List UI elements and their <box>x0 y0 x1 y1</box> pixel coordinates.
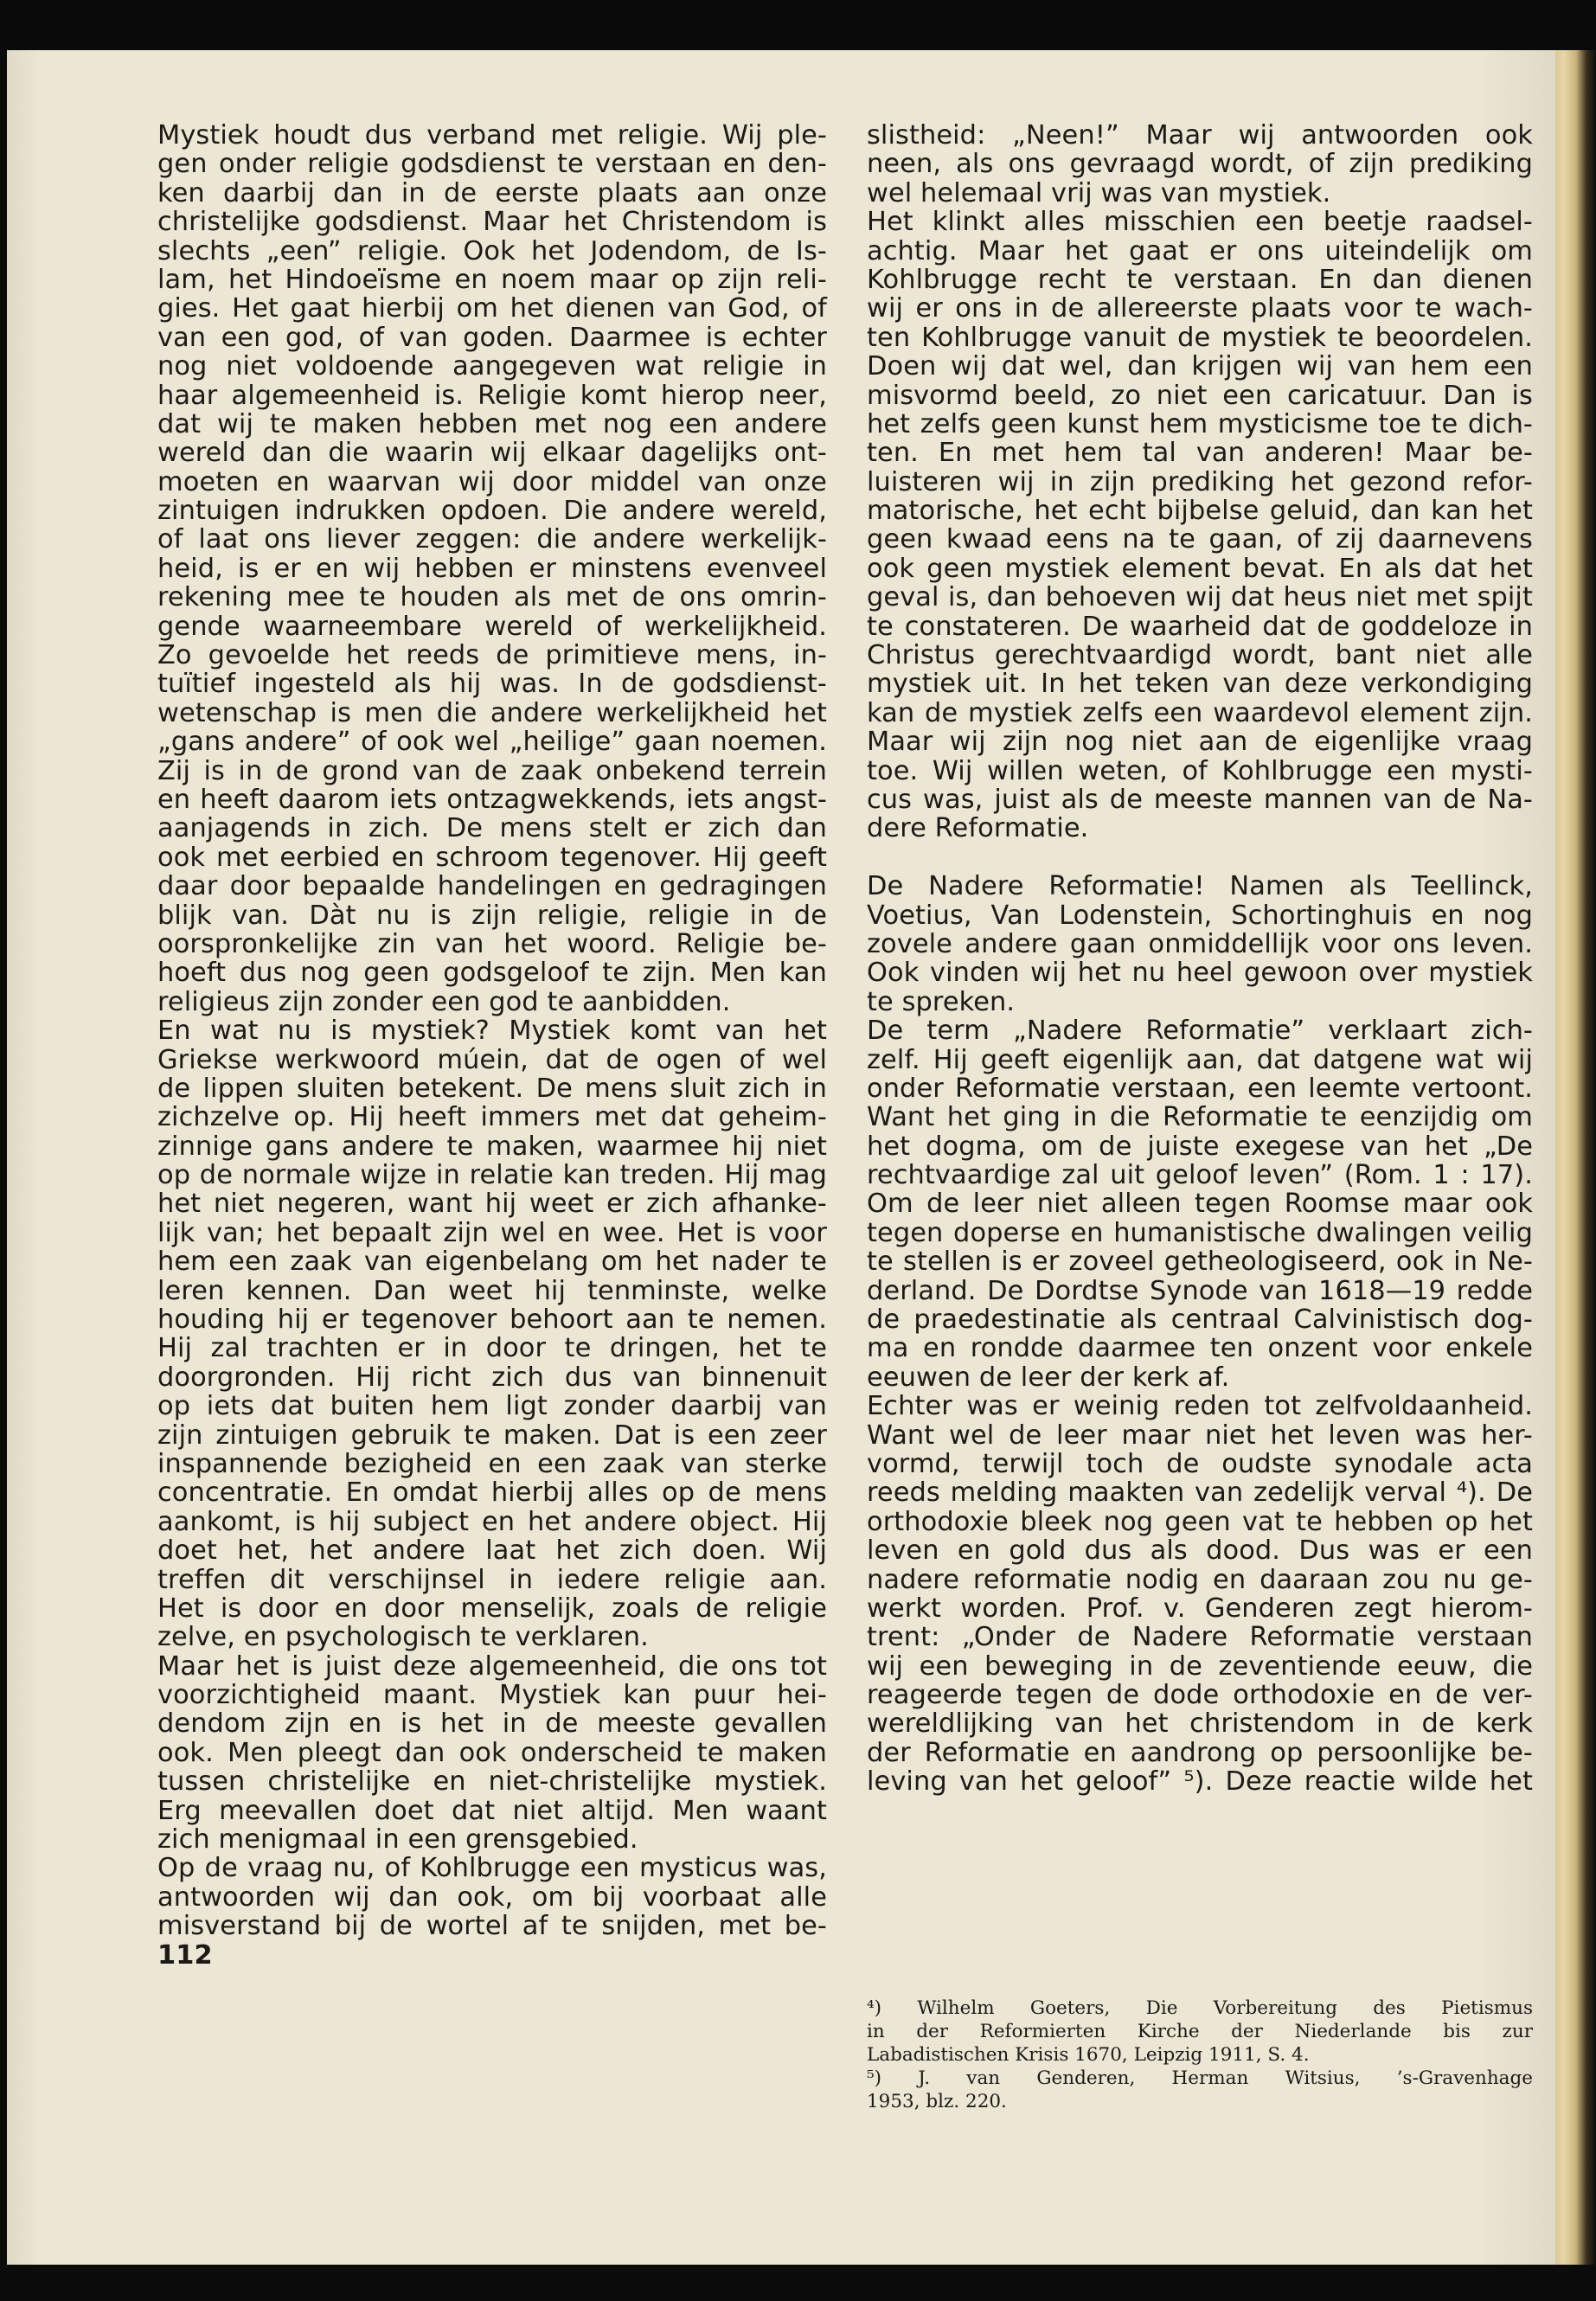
text-line: misverstand bij de wortel af te snijden, met be- <box>157 1911 827 1942</box>
text-line: het niet negeren, want hij weet er zich afhanke- <box>157 1189 827 1220</box>
text-line: neen, als ons gevraagd wordt, of zijn prediking <box>867 149 1533 180</box>
text-line: te constateren. De waarheid dat de goddeloze in <box>867 611 1533 642</box>
text-line: doet het, het andere laat het zich doen. Wij <box>157 1535 827 1567</box>
text-line: leving van het geloof” ⁵). Deze reactie wilde het <box>867 1766 1533 1798</box>
page-edge-shadow <box>1555 50 1596 2265</box>
text-line: En wat nu is mystiek? Mystiek komt van het <box>157 1016 827 1047</box>
text-line: wereldlijking van het christendom in de kerk <box>867 1708 1533 1740</box>
text-line: Maar het is juist deze algemeenheid, die ons tot <box>157 1650 827 1682</box>
text-line: Griekse werkwoord múein, dat de ogen of wel <box>157 1044 827 1075</box>
text-line: de praedestinatie als centraal Calvinistisch dog- <box>867 1304 1533 1336</box>
text-line: reageerde tegen de dode orthodoxie en de ver- <box>867 1680 1533 1711</box>
text-line <box>867 843 1533 872</box>
text-line: nadere reformatie nodig en daaraan zou nu ge- <box>867 1564 1533 1595</box>
text-line: der Reformatie en aandrong op persoonlijke be- <box>867 1737 1533 1768</box>
text-line: Het is door en door menselijk, zoals de religie <box>157 1593 827 1624</box>
text-line: Zij is in de grond van de zaak onbekend terrein <box>157 755 827 786</box>
text-line: Echter was er weinig reden tot zelfvoldaanheid. <box>867 1391 1533 1422</box>
text-line: cus was, juist als de meeste mannen van de Na- <box>867 784 1533 815</box>
text-line: Ook vinden wij het nu heel gewoon over mystiek <box>867 958 1533 989</box>
text-line: op de normale wijze in relatie kan treden. Hij mag <box>157 1160 827 1191</box>
text-line: gende waarneembare wereld of werkelijkheid. <box>157 611 827 642</box>
text-line: Christus gerechtvaardigd wordt, bant niet alle <box>867 640 1533 671</box>
text-line: van een god, of van goden. Daarmee is echter <box>157 322 827 353</box>
text-line: of laat ons liever zeggen: die andere werkelijk- <box>157 524 827 555</box>
text-line: tegen doperse en humanistische dwalingen veilig <box>867 1217 1533 1248</box>
scan-top-border <box>0 0 1596 50</box>
text-line: het zelfs geen kunst hem mysticisme toe te dich- <box>867 408 1533 439</box>
text-line: kan de mystiek zelfs een waardevol element zijn. <box>867 697 1533 728</box>
text-line: onder Reformatie verstaan, een leemte vertoont. <box>867 1073 1533 1104</box>
text-line: zintuigen indrukken opdoen. Die andere wereld, <box>157 496 827 527</box>
text-line: zovele andere gaan onmiddellijk voor ons leven. <box>867 928 1533 959</box>
text-line: vormd, terwijl toch de oudste synodale acta <box>867 1448 1533 1479</box>
text-line: zijn zintuigen gebruik te maken. Dat is een zeer <box>157 1420 827 1451</box>
text-line: aanjagends in zich. De mens stelt er zich dan <box>157 813 827 844</box>
text-line: blijk van. Dàt nu is zijn religie, religie in de <box>157 900 827 931</box>
text-line: zichzelve op. Hij heeft immers met dat geheim- <box>157 1102 827 1133</box>
text-line: te stellen is er zoveel getheologiseerd, ook in Ne- <box>867 1247 1533 1278</box>
text-line: ma en rondde daarmee ten onzent voor enkele <box>867 1333 1533 1364</box>
text-line: misvormd beeld, zo niet een caricatuur. Dan is <box>867 380 1533 411</box>
text-line: Het klinkt alles misschien een beetje raadsel- <box>867 207 1533 238</box>
text-line: wij een beweging in de zeventiende eeuw, die <box>867 1650 1533 1682</box>
text-line: toe. Wij willen weten, of Kohlbrugge een mysti- <box>867 755 1533 786</box>
text-line: wereld dan die waarin wij elkaar dagelijks ont- <box>157 438 827 469</box>
text-line: dere Reformatie. <box>867 813 1089 844</box>
left-column <box>157 121 827 1970</box>
text-line: gen onder religie godsdienst te verstaan en den- <box>157 149 827 180</box>
text-line: Voetius, Van Lodenstein, Schortinghuis en nog <box>867 900 1533 931</box>
footnote-line: ⁵) J. van Genderen, Herman Witsius, ’s-Gravenhage <box>867 2067 1533 2089</box>
text-line: Want wel de leer maar niet het leven was her- <box>867 1420 1533 1451</box>
text-line: lijk van; het bepaalt zijn wel en wee. Het is voor <box>157 1217 827 1248</box>
text-line: slechts „een” religie. Ook het Jodendom, de Is- <box>157 235 827 266</box>
text-line: wel helemaal vrij was van mystiek. <box>867 177 1331 208</box>
text-line: De Nadere Reformatie! Namen als Teellinck, <box>867 871 1533 902</box>
text-line: hem een zaak van eigenbelang om het nader te <box>157 1247 827 1278</box>
text-line: het dogma, om de juiste exegese van het „De <box>867 1131 1533 1162</box>
text-line: luisteren wij in zijn prediking het gezond refor- <box>867 466 1533 497</box>
text-line: aankomt, is hij subject en het andere object. Hij <box>157 1506 827 1537</box>
text-line: Hij zal trachten er in door te dringen, het te <box>157 1333 827 1364</box>
text-line: zinnige gans andere te maken, waarmee hij niet <box>157 1131 827 1162</box>
text-line: derland. De Dordtse Synode van 1618—19 redde <box>867 1275 1533 1306</box>
text-line: lam, het Hindoeïsme en noem maar op zijn reli- <box>157 264 827 295</box>
text-line: wij er ons in de allereerste plaats voor te wach- <box>867 293 1533 324</box>
footnote-line: in der Reformierten Kirche der Niederlande bis zur <box>867 2021 1533 2042</box>
text-line: zich menigmaal in een grensgebied. <box>157 1824 638 1856</box>
text-line: haar algemeenheid is. Religie komt hierop neer, <box>157 380 827 411</box>
text-line: doorgronden. Hij richt zich dus van binnenuit <box>157 1362 827 1393</box>
text-line: op iets dat buiten hem ligt zonder daarbij van <box>157 1391 827 1422</box>
text-line: ook geen mystiek element bevat. En als dat het <box>867 553 1533 584</box>
text-line: achtig. Maar het gaat er ons uiteindelijk om <box>867 235 1533 266</box>
text-line: tuïtief ingesteld als hij was. In de godsdienst- <box>157 669 827 700</box>
text-line: rechtvaardige zal uit geloof leven” (Rom. 1 : 17). <box>867 1160 1533 1191</box>
text-line: heid, is er en wij hebben er minstens evenveel <box>157 553 827 584</box>
text-line: treffen dit verschijnsel in iedere religie aan. <box>157 1564 827 1595</box>
text-line: mystiek uit. In het teken van deze verkondiging <box>867 669 1533 700</box>
page-number: 112 <box>157 1939 213 1971</box>
text-line: rekening mee te houden als met de ons omrin- <box>157 582 827 613</box>
text-line: reeds melding maakten van zedelijk verval ⁴). De <box>867 1477 1533 1509</box>
text-line: zelf. Hij geeft eigenlijk aan, dat datgene wat wij <box>867 1044 1533 1075</box>
text-line: Op de vraag nu, of Kohlbrugge een mysticus was, <box>157 1853 827 1884</box>
text-line: christelijke godsdienst. Maar het Christendom is <box>157 207 827 238</box>
text-line: en heeft daarom iets ontzagwekkends, iets angst- <box>157 784 827 815</box>
footnote-line: ⁴) Wilhelm Goeters, Die Vorbereitung des Pietismus <box>867 1997 1533 2019</box>
text-line: concentratie. En omdat hierbij alles op de mens <box>157 1477 827 1509</box>
footnote-line: Labadistischen Krisis 1670, Leipzig 1911, S. 4. <box>867 2044 1310 2066</box>
text-line: ten Kohlbrugge vanuit de mystiek te beoordelen. <box>867 322 1533 353</box>
text-line: hoeft dus nog geen godsgeloof te zijn. Men kan <box>157 958 827 989</box>
text-line: Zo gevoelde het reeds de primitieve mens, in- <box>157 640 827 671</box>
text-line: geen kwaad eens na te gaan, of zij daarnevens <box>867 524 1533 555</box>
text-line: werkt worden. Prof. v. Genderen zegt hierom- <box>867 1593 1533 1624</box>
text-line: „gans andere” of ook wel „heilige” gaan noemen. <box>157 727 827 758</box>
text-line: slistheid: „Neen!” Maar wij antwoorden ook <box>867 120 1533 151</box>
text-line: zelve, en psychologisch te verklaren. <box>157 1622 649 1653</box>
text-line: daar door bepaalde handelingen en gedragingen <box>157 871 827 902</box>
text-line: eeuwen de leer der kerk af. <box>867 1362 1230 1393</box>
text-line: moeten en waarvan wij door middel van onze <box>157 466 827 497</box>
text-line: te spreken. <box>867 986 1016 1017</box>
text-line: Doen wij dat wel, dan krijgen wij van hem een <box>867 351 1533 382</box>
text-line: Mystiek houdt dus verband met religie. Wij ple- <box>157 120 827 151</box>
text-line: antwoorden wij dan ook, om bij voorbaat alle <box>157 1881 827 1913</box>
text-line: inspannende bezigheid en een zaak van sterke <box>157 1448 827 1479</box>
text-line: dendom zijn en is het in de meeste gevallen <box>157 1708 827 1740</box>
text-line: matorische, het echt bijbelse geluid, dan kan het <box>867 496 1533 527</box>
text-line: orthodoxie bleek nog geen vat te hebben op het <box>867 1506 1533 1537</box>
text-line: Want het ging in die Reformatie te eenzijdig om <box>867 1102 1533 1133</box>
text-line: De term „Nadere Reformatie” verklaart zich- <box>867 1016 1533 1047</box>
text-line: ook. Men pleegt dan ook onderscheid te maken <box>157 1737 827 1768</box>
text-line: ook met eerbied en schroom tegenover. Hij geeft <box>157 842 827 873</box>
right-column <box>867 121 1533 1797</box>
text-line: de lippen sluiten betekent. De mens sluit zich in <box>157 1073 827 1104</box>
text-line: religieus zijn zonder een god te aanbidden. <box>157 986 731 1017</box>
text-line: nog niet voldoende aangegeven wat religie in <box>157 351 827 382</box>
text-line: voorzichtigheid maant. Mystiek kan puur hei- <box>157 1680 827 1711</box>
text-line: Erg meevallen doet dat niet altijd. Men waant <box>157 1795 827 1826</box>
text-line: tussen christelijke en niet-christelijke mystiek. <box>157 1766 827 1798</box>
text-line: Om de leer niet alleen tegen Roomse maar ook <box>867 1189 1533 1220</box>
text-line: wetenschap is men die andere werkelijkheid het <box>157 697 827 728</box>
text-line: trent: „Onder de Nadere Reformatie verstaan <box>867 1622 1533 1653</box>
footnotes <box>867 1997 1533 2113</box>
text-line: geval is, dan behoeven wij dat heus niet met spijt <box>867 582 1533 613</box>
text-line: leren kennen. Dan weet hij tenminste, welke <box>157 1275 827 1306</box>
text-line: Maar wij zijn nog niet aan de eigenlijke vraag <box>867 727 1533 758</box>
text-line: houding hij er tegenover behoort aan te nemen. <box>157 1304 827 1336</box>
footnote-line: 1953, blz. 220. <box>867 2091 1007 2112</box>
text-line: dat wij te maken hebben met nog een andere <box>157 408 827 439</box>
text-line: oorspronkelijke zin van het woord. Religie be- <box>157 928 827 959</box>
text-line: leven en gold dus als dood. Dus was er een <box>867 1535 1533 1567</box>
text-line: ken daarbij dan in de eerste plaats aan onze <box>157 177 827 208</box>
text-line: Kohlbrugge recht te verstaan. En dan dienen <box>867 264 1533 295</box>
text-line: ten. En met hem tal van anderen! Maar be- <box>867 438 1533 469</box>
text-line: gies. Het gaat hierbij om het dienen van God, of <box>157 293 827 324</box>
